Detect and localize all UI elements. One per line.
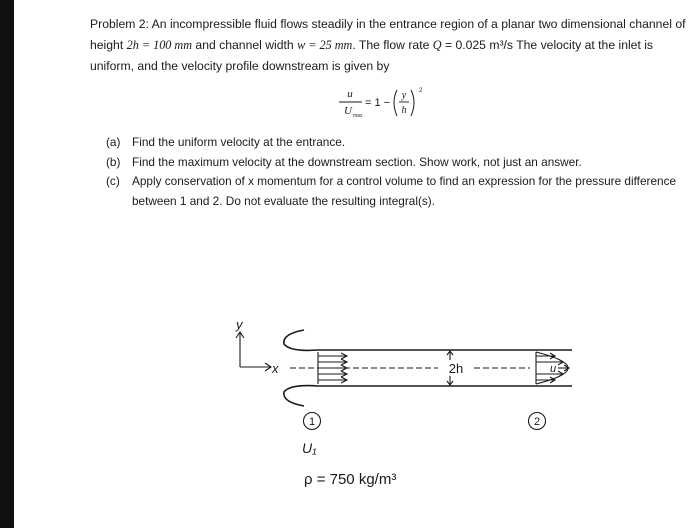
channel-top-wall: [284, 330, 572, 350]
height-expression: 2h = 100 mm: [126, 38, 193, 52]
part-text: Find the maximum velocity at the downstream section. Show work, not just an answer.: [132, 154, 582, 169]
y-axis-label: y: [236, 317, 243, 332]
height-label: 2h: [448, 361, 464, 376]
part-label: (a): [106, 135, 121, 149]
eq-rhs-prefix: = 1 −: [365, 97, 391, 109]
eq-numerator: u: [347, 88, 353, 100]
intro-text-2: and channel width: [192, 38, 298, 52]
part-label: (b): [106, 154, 121, 169]
inlet-velocity-label: U₁: [302, 440, 317, 456]
width-expression: w = 25 mm: [297, 38, 353, 52]
problem-page: [14, 0, 700, 528]
channel-bottom-wall: [284, 386, 572, 406]
part-text: Apply conservation of x momentum for a control volume to find an expression for the pressure difference between 1 and 2. Do not evaluate the resulting integral(s).: [132, 174, 677, 208]
section-1-label: 1: [308, 416, 316, 428]
x-axis-label: x: [272, 361, 279, 376]
eq-inner-numerator: y: [401, 90, 407, 101]
intro-text-1: Problem 2: An incompressible fluid flows steadily in the entrance region of a planar two dimensional channel of height: [90, 17, 686, 52]
eq-exponent: 2: [419, 88, 423, 94]
part-text: Find the uniform velocity at the entrance.: [132, 135, 346, 149]
section-2-label: 2: [533, 416, 541, 428]
flow-value-text: = 0.025 m³/s The velocity at the inlet is uniform, and the velocity profile downstream is given by: [90, 38, 654, 73]
intro-text-3: . The flow rate: [352, 38, 433, 52]
eq-denominator: U: [344, 105, 352, 117]
eq-inner-denominator: h: [401, 105, 407, 116]
eq-denominator-sub: max: [353, 113, 363, 119]
part-label: (c): [106, 174, 120, 188]
flow-symbol: Q: [432, 38, 442, 52]
channel-diagram: [14, 0, 700, 528]
outlet-velocity-label: u: [550, 363, 557, 375]
density-label: ρ = 750 kg/m³: [304, 471, 397, 488]
